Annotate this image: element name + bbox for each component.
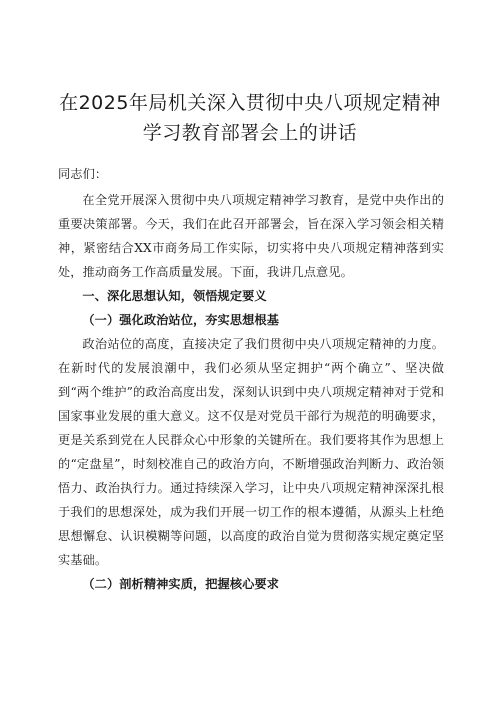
subsection-1-paragraph: 政治站位的高度，直接决定了我们贯彻中央八项规定精神的力度。在新时代的发展浪潮中，我们必须从坚定拥护“两个确立”、坚决做到“两个维护”的政治高度出发，深刻认识到中央八项规定精神对于党和国家事业发展的重大意义。这不仅是对党员干部行为规范的明确要求，更是关系到党在人民群众心中形象的关键所在。我们要将其作为思想上的“定盘星”，时刻校准自己的政治方向，不断增强政治判断力、政治领悟力、政治执行力。通过持续深入学习，让中央八项规定精神深深扎根于我们的思想深处，成为我们开展一切工作的根本遵循，从源头上杜绝思想懈怠、认识模糊等问题，以高度的政治自觉为贯彻落实规定奠定坚实基础。 bbox=[58, 337, 444, 567]
greeting: 同志们： bbox=[58, 167, 108, 181]
subsection-2-heading: （二）剖析精神实质，把握核心要求 bbox=[82, 577, 279, 591]
document-body bbox=[58, 162, 444, 596]
section-1-heading: 一、深化思想认知，领悟规定要义 bbox=[82, 289, 267, 303]
document-title-line-2: 学习教育部署会上的讲话 bbox=[142, 122, 358, 144]
subsection-1-heading: （一）强化政治站位，夯实思想根基 bbox=[82, 313, 279, 327]
document-title-line-1: 在2025年局机关深入贯彻中央八项规定精神 bbox=[59, 92, 441, 114]
intro-paragraph: 在全党开展深入贯彻中央八项规定精神学习教育，是党中央作出的重要决策部署。今天，我们在此召开部署会，旨在深入学习领会相关精神，紧密结合XX市商务局工作实际，切实将中央八项规定精神落到实处，推动商务工作高质量发展。下面，我讲几点意见。 bbox=[58, 193, 444, 279]
